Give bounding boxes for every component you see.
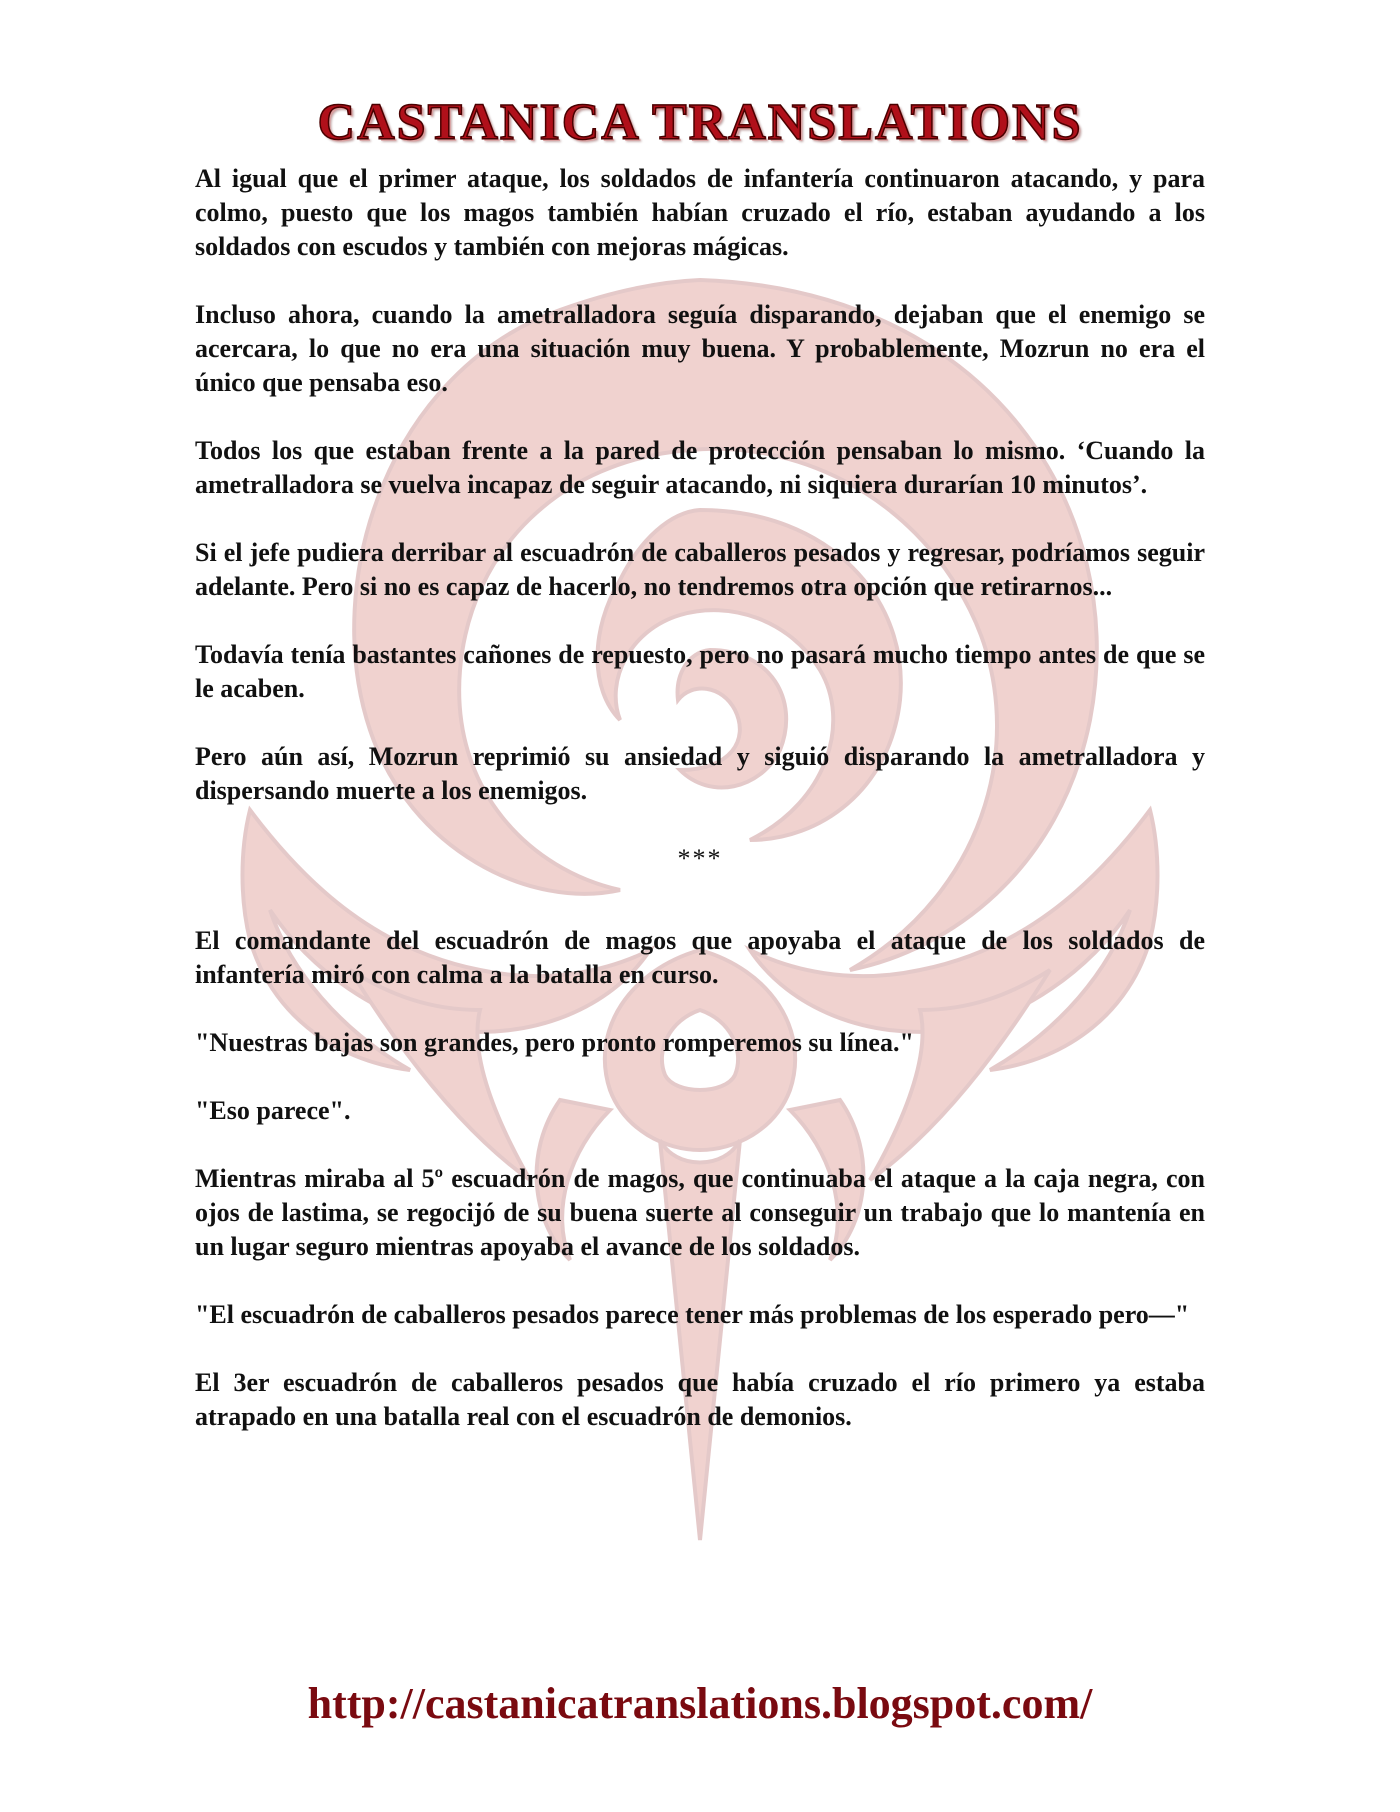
paragraph: "Nuestras bajas son grandes, pero pronto romperemos su línea." [195,1028,914,1057]
paragraph: Mientras miraba al 5º escuadrón de magos, que continuaba el ataque a la caja negra, con ojos de lastima, se regocijó de su buena suerte al conseguir un trabajo que lo mantenía en un lugar seguro mientras apoyaba el avance de los soldados. [195,1164,1205,1261]
paragraph: El 3er escuadrón de caballeros pesados que había cruzado el río primero ya estaba atrapado en una batalla real con el escuadrón de demonios. [195,1368,1205,1431]
paragraph: El comandante del escuadrón de magos que apoyaba el ataque de los soldados de infantería miró con calma a la batalla en curso. [195,926,1205,989]
document-body [195,162,1205,1468]
paragraph: Incluso ahora, cuando la ametralladora seguía disparando, dejaban que el enemigo se acercara, lo que no era una situación muy buena. Y probablemente, Mozrun no era el único que pensaba eso. [195,300,1205,397]
page-title: CASTANICA TRANSLATIONS [317,94,1083,151]
paragraph: "El escuadrón de caballeros pesados parece tener más problemas de los esperado pero—" [195,1300,1190,1329]
footer-url-link[interactable]: http://castanicatranslations.blogspot.com/ [307,1679,1093,1728]
paragraph: Si el jefe pudiera derribar al escuadrón de caballeros pesados y regresar, podríamos seguir adelante. Pero si no es capaz de hacerlo, no tendremos otra opción que retirarnos... [195,538,1205,601]
paragraph: Al igual que el primer ataque, los soldados de infantería continuaron atacando, y para colmo, puesto que los magos también habían cruzado el río, estaban ayudando a los soldados con escudos y también con mejoras mágicas. [195,164,1205,261]
section-separator: *** [677,844,723,873]
paragraph: "Eso parece". [195,1096,351,1125]
paragraph: Pero aún así, Mozrun reprimió su ansiedad y siguió disparando la ametralladora y dispersando muerte a los enemigos. [195,742,1205,805]
paragraph: Todos los que estaban frente a la pared de protección pensaban lo mismo. ‘Cuando la ametralladora se vuelva incapaz de seguir atacando, ni siquiera durarían 10 minutos’. [195,436,1205,499]
paragraph: Todavía tenía bastantes cañones de repuesto, pero no pasará mucho tiempo antes de que se le acaben. [195,640,1205,703]
